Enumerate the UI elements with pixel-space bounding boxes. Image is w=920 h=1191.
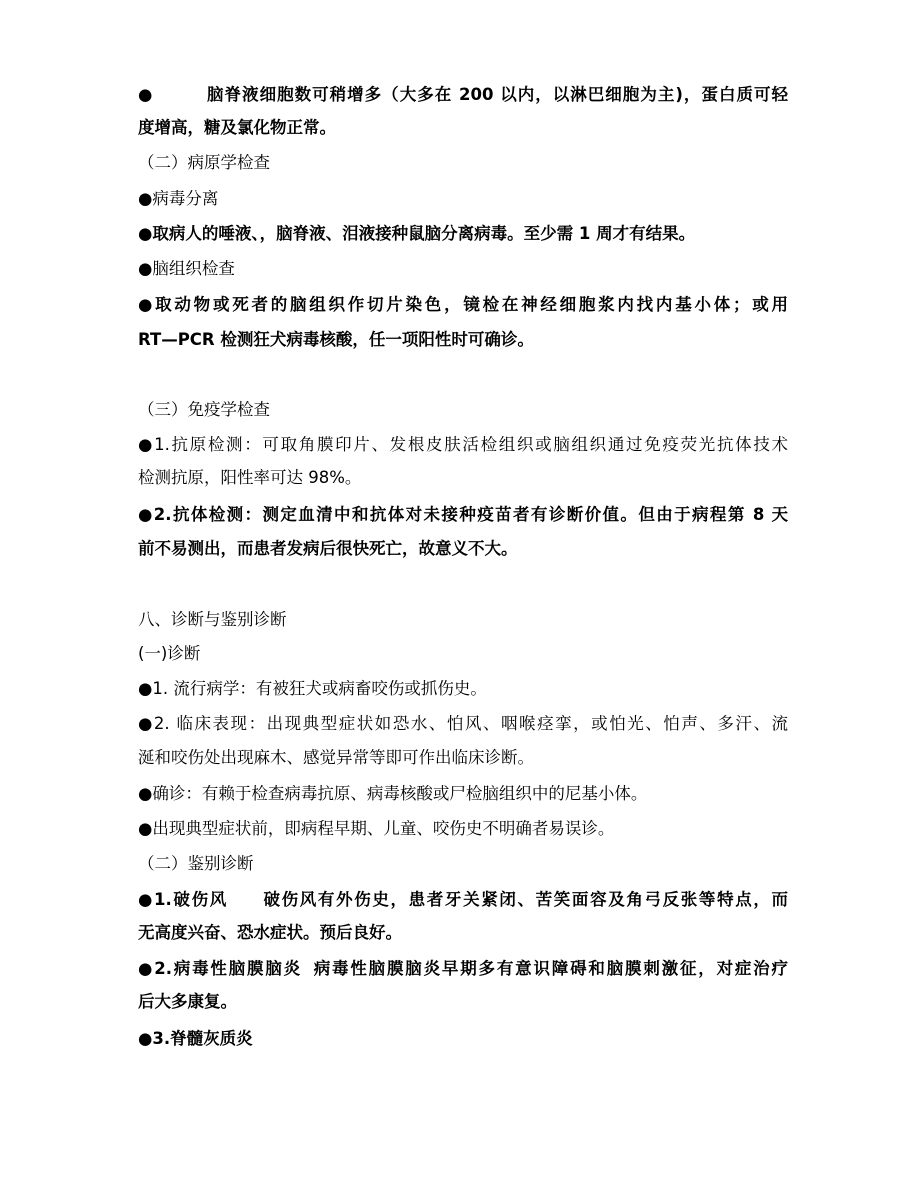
section-heading: （三）免疫学检查 (138, 400, 270, 419)
bullet-item (138, 889, 788, 911)
paragraph-line: 后大多康复。 (138, 992, 237, 1011)
bullet-item: ●2.抗体检测：测定血清中和抗体对未接种疫苗者有诊断价值。但由于病程第 8 天 (138, 505, 788, 524)
paragraph-line: 涎和咬伤处出现麻木、感觉异常等即可作出临床诊断。 (138, 748, 534, 767)
section-heading: （二）鉴别诊断 (138, 854, 254, 873)
bullet-item: ●病毒分离 (138, 189, 219, 208)
bullet-item: ●出现典型症状前，即病程早期、儿童、咬伤史不明确者易误诊。 (138, 819, 615, 838)
item-text: 病毒性脑膜脑炎早期多有意识障碍和脑膜刺激征，对症治疗 (311, 959, 788, 978)
bullet-item: ●取动物或死者的脑组织作切片染色，镜检在神经细胞浆内找内基小体；或用 (138, 295, 788, 314)
paragraph-line: RT—PCR 检测狂犬病毒核酸，任一项阳性时可确诊。 (138, 330, 534, 349)
section-heading: （二）病原学检查 (138, 153, 270, 172)
bullet-item: ●1. 流行病学：有被狂犬或病畜咬伤或抓伤史。 (138, 679, 487, 698)
item-text: 破伤风有外伤史，患者牙关紧闭、苦笑面容及角弓反张等特点，而 (261, 890, 788, 909)
item-head: ●1.破伤风 (138, 890, 228, 909)
item-head: ●2.病毒性脑膜脑炎 (138, 959, 302, 978)
bullet-item: ●取病人的唾液、，脑脊液、泪液接种鼠脑分离病毒。至少需 1 周才有结果。 (138, 224, 696, 243)
bullet-item: ●2. 临床表现：出现典型症状如恐水、怕风、咽喉痉挛，或怕光、怕声、多汗、流 (138, 714, 788, 733)
bullet-item: ●3.脊髓灰质炎 (138, 1029, 253, 1048)
paragraph-line: 度增高，糖及氯化物正常。 (138, 118, 336, 137)
paragraph-line: 无高度兴奋、恐水症状。预后良好。 (138, 923, 402, 942)
paragraph-line: 检测抗原，阳性率可达 98%。 (138, 468, 362, 487)
section-heading: (一)诊断 (138, 644, 201, 663)
paragraph-line (138, 84, 788, 106)
chapter-heading: 八、诊断与鉴别诊断 (138, 610, 287, 629)
line-text: 脑脊液细胞数可稍增多（大多在 200 以内，以淋巴细胞为主)，蛋白质可轻 (206, 85, 788, 104)
bullet-item: ●脑组织检查 (138, 259, 235, 278)
bullet-item (138, 958, 788, 980)
bullet-item: ●确诊：有赖于检查病毒抗原、病毒核酸或尸检脑组织中的尼基小体。 (138, 784, 648, 803)
bullet-item: ●1.抗原检测：可取角膜印片、发根皮肤活检组织或脑组织通过免疫荧光抗体技术 (138, 435, 788, 454)
bullet: ● (138, 85, 153, 104)
paragraph-line: 前不易测出，而患者发病后很快死亡，故意义不大。 (138, 539, 518, 558)
